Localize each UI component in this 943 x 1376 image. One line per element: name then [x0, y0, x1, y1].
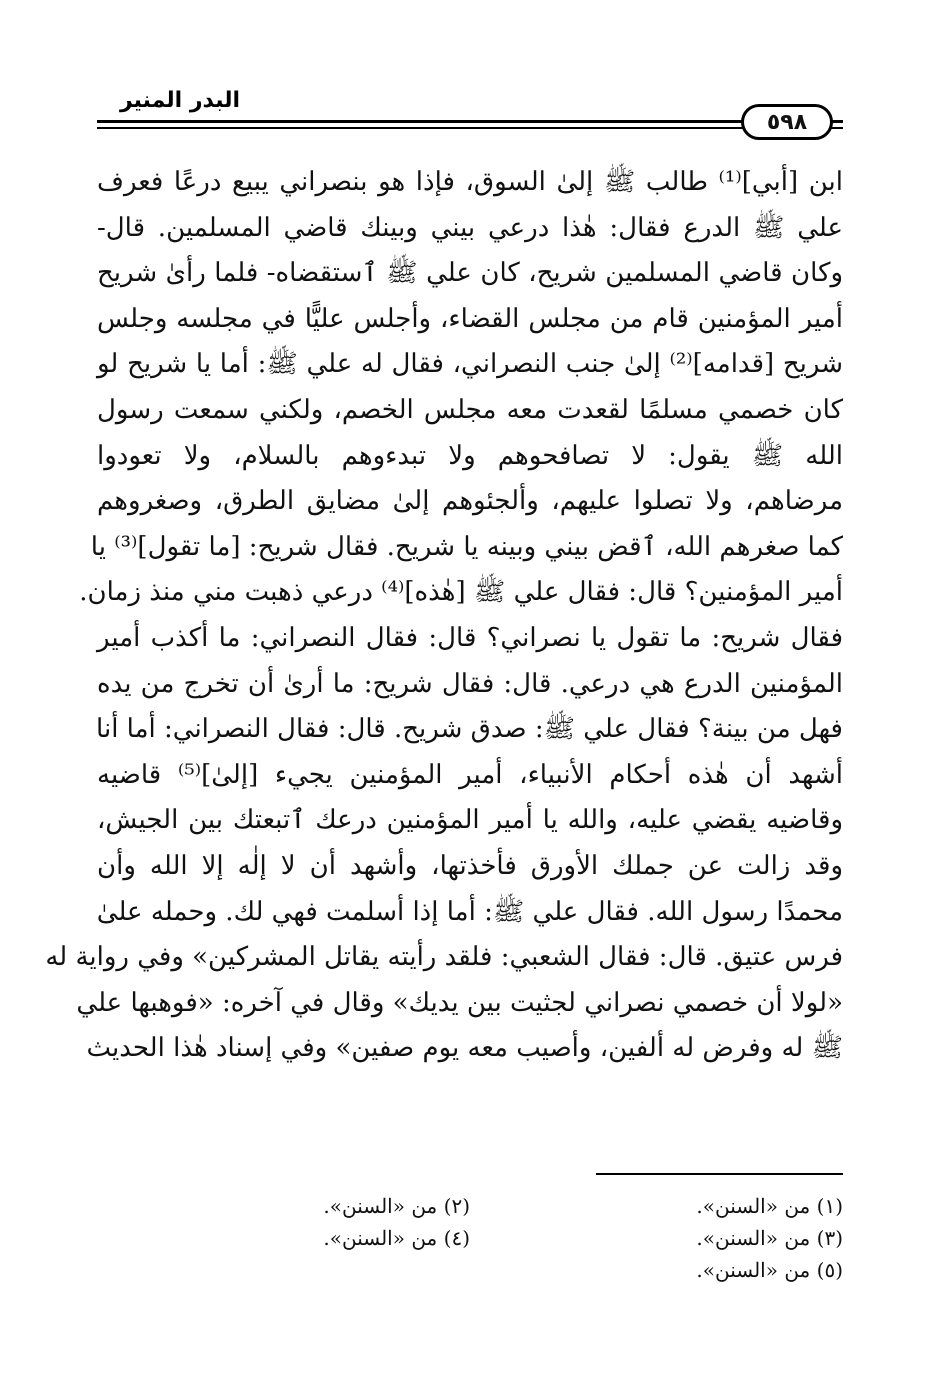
text-line: محمدًا رسول الله. فقال علي ﷺ: أما إذا أسلمت فهي لك. وحمله علىٰ: [96, 896, 843, 927]
text-line: وقاضيه يقضي عليه، والله يا أمير المؤمنين درعك ٱتبعتك بين الجيش،: [97, 805, 843, 836]
text-line: كما صغرهم الله، ٱقض بيني وبينه يا شريح. فقال شريح: [ما تقول]⁽³⁾ يا: [90, 531, 843, 562]
text-line: فقال شريح: ما تقول يا نصراني؟ قال: فقال النصراني: ما أكذب أمير: [97, 622, 843, 653]
footnote-row: [97, 1222, 843, 1254]
text-line: «لولا أن خصمي نصراني لجثيت بين يديك» وقال في آخره: «فوهبها علي: [76, 987, 843, 1018]
text-line: وقد زالت عن جملك الأورق فأخذتها، وأشهد أن لا إلٰه إلا الله وأن: [97, 850, 843, 881]
footnote-2: (٢) من «السنن».: [323, 1194, 470, 1218]
header-rule-thin: [97, 127, 843, 129]
text-line: كان خصمي مسلمًا لقعدت معه مجلس الخصم، ولكني سمعت رسول: [97, 394, 843, 425]
text-line: فرس عتيق. قال: فقال الشعبي: فلقد رأيته يقاتل المشركين» وفي رواية له: [45, 942, 843, 973]
footnote-3: (٣) من «السنن».: [696, 1226, 843, 1250]
footnote-4: (٤) من «السنن».: [323, 1226, 470, 1250]
footnote-5: (٥) من «السنن».: [696, 1258, 843, 1282]
footnote-separator: [596, 1173, 843, 1175]
text-line: ابن [أبي]⁽¹⁾ طالب ﷺ إلىٰ السوق، فإذا هو بنصراني يبيع درعًا فعرف: [97, 167, 843, 197]
text-line: ﷺ له وفرض له ألفين، وأصيب معه يوم صفين» وفي إسناد هٰذا الحديث: [86, 1033, 843, 1064]
footnote-row: [97, 1254, 843, 1286]
running-title: البدر المنير: [120, 88, 241, 113]
page-number: ٥٩٨: [766, 109, 808, 135]
footnote-1: (١) من «السنن».: [696, 1194, 843, 1218]
text-line: أمير المؤمنين؟ قال: فقال علي ﷺ [هٰذه]⁽⁴⁾ درعي ذهبت مني منذ زمان.: [79, 577, 843, 608]
text-line: فهل من بينة؟ فقال علي ﷺ: صدق شريح. قال: فقال النصراني: أما أنا: [96, 714, 843, 745]
footnote-row: [97, 1190, 843, 1222]
main-text: [45, 160, 843, 1072]
text-line: وكان قاضي المسلمين شريح، كان علي ﷺ ٱستقضاه- فلما رأىٰ شريح: [97, 258, 843, 289]
text-line: مرضاهم، ولا تصلوا عليهم، وألجئوهم إلىٰ مضايق الطرق، وصغروهم: [97, 486, 843, 517]
text-line: المؤمنين الدرع هي درعي. قال: فقال شريح: ما أرىٰ أن تخرج من يده: [97, 668, 843, 699]
text-line: علي ﷺ الدرع فقال: هٰذا درعي بيني وبينك قاضي المسلمين. قال-: [97, 212, 843, 243]
text-line: أمير المؤمنين قام من مجلس القضاء، وأجلس عليًّا في مجلسه وجلس: [97, 303, 843, 334]
footnotes: [97, 1190, 843, 1286]
header-rule-thick: [97, 120, 843, 123]
text-line: أشهد أن هٰذه أحكام الأنبياء، أمير المؤمنين يجيء [إلىٰ]⁽⁵⁾ قاضيه: [97, 759, 843, 790]
text-line: شريح [قدامه]⁽²⁾ إلىٰ جنب النصراني، فقال له علي ﷺ: أما يا شريح لو: [97, 349, 843, 380]
page-number-badge: [741, 104, 833, 140]
text-line: الله ﷺ يقول: لا تصافحوهم ولا تبدءوهم بالسلام، ولا تعودوا: [97, 440, 843, 471]
